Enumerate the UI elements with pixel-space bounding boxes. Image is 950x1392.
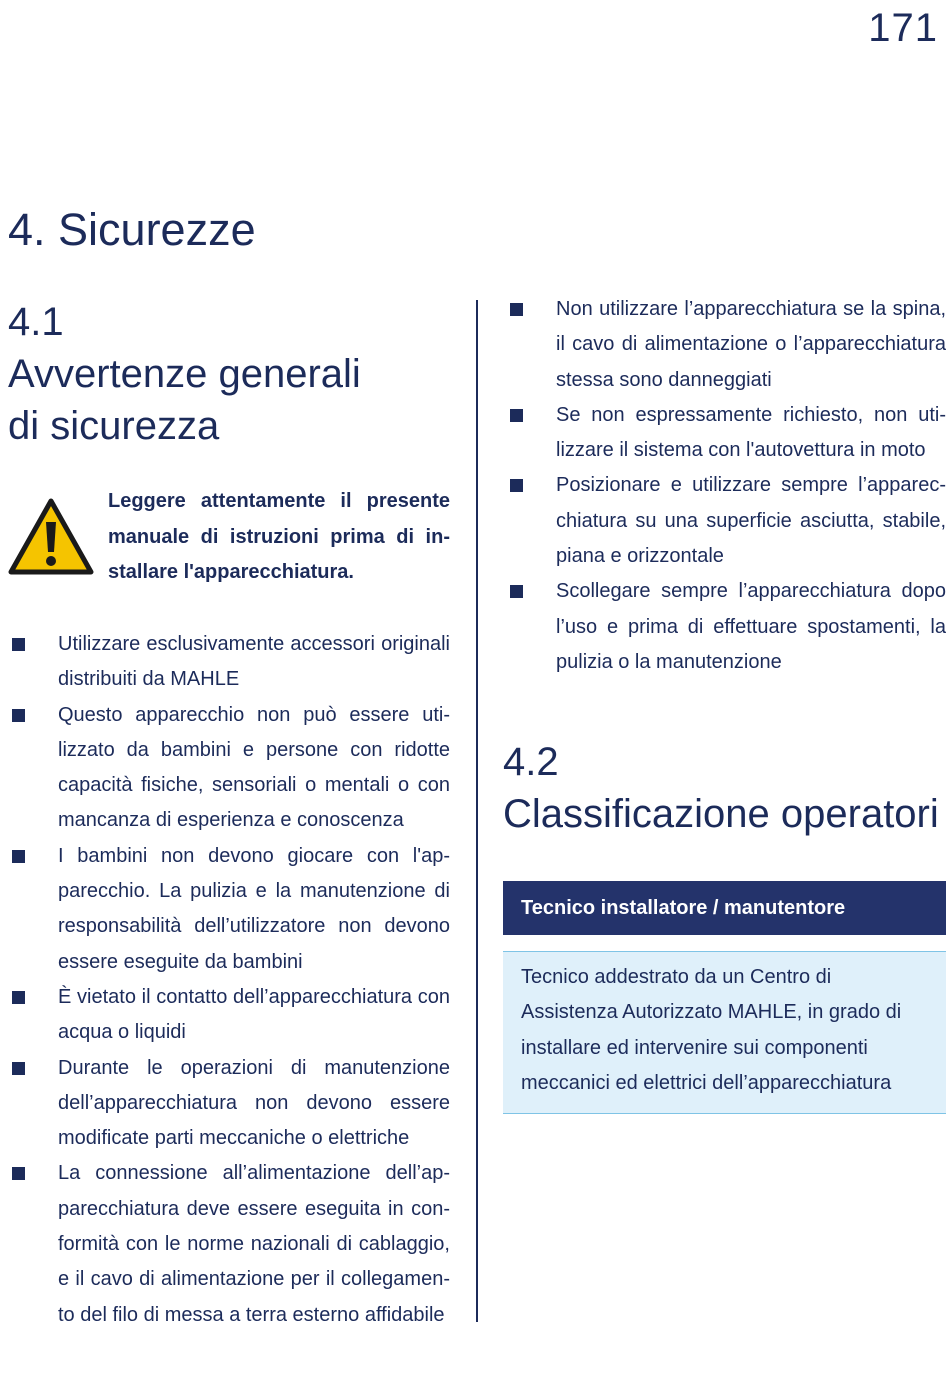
- list-item: [12, 1051, 450, 1157]
- list-item: [510, 292, 946, 398]
- section-title: Classificazione operatori: [503, 792, 939, 836]
- list-item: [510, 574, 946, 680]
- square-bullet-icon: [12, 1062, 25, 1075]
- safety-list-left: [12, 627, 450, 1333]
- safety-list-right: [510, 292, 946, 680]
- section-number: 4.2: [503, 740, 559, 784]
- list-item-text: È vietato il contatto dell’apparecchiatura con acqua o liquidi: [58, 985, 450, 1044]
- section-title: Avvertenze generali di sicurezza: [8, 352, 361, 448]
- column-divider: [476, 300, 478, 1322]
- square-bullet-icon: [510, 479, 523, 492]
- list-item: [510, 398, 946, 469]
- list-item-text: Non utilizzare l’apparecchiatura se la spina, il cavo di alimentazione o l’apparecchiatura stessa sono danneggiati: [556, 298, 946, 391]
- chapter-title: 4. Sicurezze: [8, 204, 256, 255]
- list-item: [12, 1156, 450, 1332]
- section-number: 4.1: [8, 300, 64, 344]
- square-bullet-icon: [510, 303, 523, 316]
- section-4-2-heading: [503, 736, 939, 840]
- square-bullet-icon: [510, 585, 523, 598]
- operator-box-header: Tecnico installatore / manutentore: [503, 881, 946, 935]
- square-bullet-icon: [12, 850, 25, 863]
- list-item-text: Questo apparecchio non può essere utilizzato da bambini e persone con ridotte capacità fisiche, sensoriali o mentali o con mancanza di esperienza e conoscenza: [58, 703, 450, 832]
- square-bullet-icon: [12, 638, 25, 651]
- warning-triangle-icon: [8, 498, 94, 576]
- list-item: [12, 627, 450, 698]
- list-item: [12, 980, 450, 1051]
- list-item-text: Scollegare sempre l’apparecchiatura dopo l’uso e prima di effettuare spostamenti, la pulizia o la manutenzione: [556, 580, 946, 673]
- list-item-text: Se non espressamente richiesto, non utilizzare il sistema con l'autovettura in moto: [556, 403, 946, 462]
- page-number: 171: [868, 6, 938, 50]
- list-item-text: La connessione all’alimentazione dell’apparecchiatura deve essere eseguita in conformità con le norme nazionali di cablaggio, e il cavo di alimentazione per il collegamento del filo di messa a terra esterno affidabile: [58, 1162, 450, 1326]
- list-item-text: Utilizzare esclusivamente accessori originali distribuiti da MAHLE: [58, 633, 450, 691]
- list-item: [12, 698, 450, 839]
- operator-box: [503, 881, 946, 1114]
- square-bullet-icon: [510, 409, 523, 422]
- square-bullet-icon: [12, 709, 25, 722]
- square-bullet-icon: [12, 991, 25, 1004]
- list-item: [510, 468, 946, 574]
- list-item: [12, 839, 450, 980]
- list-item-text: Posizionare e utilizzare sempre l’apparecchiatura su una superficie asciutta, stabile, piana e orizzontale: [556, 474, 946, 568]
- operator-box-body: Tecnico addestrato da un Centro di Assistenza Autorizzato MAHLE, in grado di installare ed intervenire sui componenti meccanici ed elettrici dell’apparecchiatura: [503, 951, 946, 1114]
- square-bullet-icon: [12, 1167, 25, 1180]
- warning-text: Leggere attentamente il presente manuale di istruzioni prima di installare l'apparecchiatura.: [108, 490, 450, 583]
- list-item-text: I bambini non devono giocare con l'apparecchio. La pulizia e la manutenzione di responsabilità dell’utilizzatore non devono essere eseguite da bambini: [58, 844, 450, 973]
- section-4-1-heading: [8, 296, 388, 452]
- list-item-text: Durante le operazioni di manutenzione dell’apparecchiatura non devono essere modificate parti meccaniche o elettriche: [58, 1056, 450, 1150]
